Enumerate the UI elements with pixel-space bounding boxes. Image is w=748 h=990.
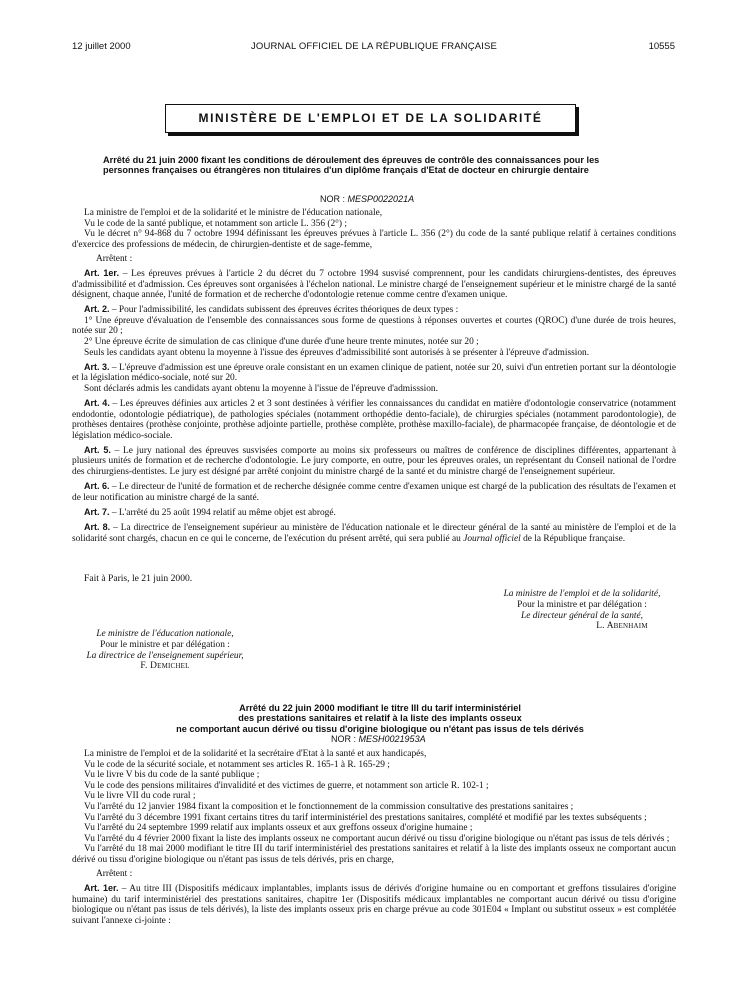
- article-label: Art. 7.: [84, 506, 110, 517]
- article-text: – L'arrêté du 25 août 1994 relatif au même objet est abrogé.: [109, 507, 336, 518]
- decree1-nor-label: NOR :: [320, 194, 346, 204]
- article-item: 1° Une épreuve d'évaluation de l'ensemble des connaissances sous forme de questions à réponses ouvertes et courtes (QROC) d'une durée de trois heures, notée sur 20 ;: [72, 315, 676, 337]
- article: [72, 481, 676, 503]
- article: [72, 507, 676, 519]
- signature-line: Le ministre de l'éducation nationale,: [96, 629, 234, 639]
- preamble-line: Vu l'arrêté du 18 mai 2000 modifiant le titre III du tarif interministériel des prestations sanitaires et relatif à la liste des implants osseux ne comportant aucun dérivé ou tissu d'origine biologique ou n'étant pas issus de tels dérivés, pris en charge,: [72, 844, 676, 865]
- preamble-line: La ministre de l'emploi et de la solidarité et le ministre de l'éducation nationale,: [84, 208, 383, 218]
- decree2-nor-label: NOR :: [331, 734, 357, 744]
- decree1-title: Arrêté du 21 juin 2000 fixant les conditions de déroulement des épreuves de contrôle des connaissances pour les personnes françaises ou étrangères non titulaires d'un diplôme français d'Etat de docteur en chirurgie dentaire: [103, 155, 600, 176]
- signature-name: L. Abenhaim: [596, 621, 648, 632]
- preamble-line: Vu le livre VII du code rural ;: [84, 791, 196, 802]
- arretent-line: Arrêtent :: [96, 253, 133, 264]
- header-journal-title: JOURNAL OFFICIEL DE LA RÉPUBLIQUE FRANÇAISE: [251, 41, 497, 52]
- article: [72, 445, 676, 478]
- article: [72, 522, 676, 544]
- preamble-line: Vu l'arrêté du 12 janvier 1984 fixant la composition et le fonctionnement de la commission consultative des prestations sanitaires ;: [84, 801, 574, 812]
- article-label: Art. 2.: [84, 304, 110, 315]
- preamble-line: Vu le code de la santé publique, et notamment son article L. 356 (2°) ;: [84, 218, 348, 229]
- article-text: – Les épreuves prévues à l'article 2 du décret du 7 octobre 1994 susvisé comprennent, pour les candidats chirurgiens-dentistes, des épreuves d'admissibilité et d'admission. Ces épreuves sont organisées à l'échelon national. Le ministre chargé de l'enseignement supérieur et le ministre chargé de la santé désignent, chaque année, l'unité de formation et de recherche d'odontologie retenue comme centre d'examen unique.: [72, 268, 676, 301]
- signature-line: Le directeur général de la santé,: [520, 610, 644, 621]
- decree2-title-line: des prestations sanitaires et relatif à la liste des implants osseux: [238, 713, 522, 724]
- signature-block: [444, 589, 720, 632]
- decree2-title: [130, 703, 630, 734]
- preamble-line: Vu le livre V bis du code de la santé publique ;: [84, 770, 260, 781]
- article: [72, 304, 676, 316]
- signature-line: La ministre de l'emploi et de la solidarité,: [503, 589, 661, 599]
- article: [72, 883, 676, 926]
- decree1-nor: [320, 194, 414, 204]
- header-date: 12 juillet 2000: [72, 41, 131, 52]
- article-label: Art. 1er.: [84, 267, 119, 278]
- decree1-nor-code: MESP0022021A: [347, 194, 415, 204]
- article-text-italic: Journal officiel: [463, 533, 521, 544]
- article-text-end: de la République française.: [520, 533, 626, 544]
- preamble-line: Vu le code des pensions militaires d'invalidité et des victimes de guerre, et notamment son article R. 102-1 ;: [84, 780, 489, 791]
- preamble-line: Vu l'arrêté du 24 septembre 1999 relatif aux implants osseux et aux greffons osseux d'origine humaine ;: [84, 823, 473, 834]
- signature-line: Pour la ministre et par délégation :: [517, 599, 647, 610]
- signature-block: [40, 629, 290, 672]
- article: [72, 268, 676, 301]
- arretent-line: Arrêtent :: [96, 869, 133, 880]
- header-page-number: 10555: [648, 41, 675, 52]
- decree2-title-line: ne comportant aucun dérivé ou tissu d'origine biologique ou n'étant pas issus de tels dérivés: [176, 723, 584, 734]
- preamble-line: Vu le code de la sécurité sociale, et notamment ses articles R. 165-1 à R. 165-29 ;: [84, 759, 390, 770]
- article-text: – Les épreuves définies aux articles 2 et 3 sont destinées à vérifier les connaissances du candidat en matière d'odontologie conservatrice (notamment endodontie, odontologie pédiatrique), de pathologies spéciales (notamment orthopédie dento-faciale), de chirurgies spéciales (notamment parodontologie), de prothèses dentaires (prothèse conjointe, prothèse adjointe partielle, prothèse complète, prothèse maxillo-faciale), de pharmacopée française, de déontologie et de législation médico-sociale.: [72, 399, 676, 441]
- preamble-line: La ministre de l'emploi et de la solidarité et la secrétaire d'Etat à la santé et aux handicapés,: [84, 749, 427, 759]
- decree1-fait: Fait à Paris, le 21 juin 2000.: [84, 573, 193, 584]
- article-text: – Au titre III (Dispositifs médicaux implantables, implants issus de dérivés d'origine humaine ou en comportant et greffons tissulaires d'origine humaine) du tarif interministériel des prestations sanitaires, chapitre 1er (Dispositifs médicaux implantables ne comportant aucun dérivé ou tissu d'origine biologique ou n'étant pas issus de tels dérivés), la liste des implants osseux pris en charge prévue au code 301E04 « Implant ou substitut osseux » est complétée suivant l'annexe ci-jointe :: [72, 884, 676, 926]
- preamble-line: Vu le décret n° 94-868 du 7 octobre 1994 définissant les épreuves prévues à l'article L. 356 (2°) du code de la santé publique relatif à certaines conditions d'exercice des professions de médecin, de chirurgien-dentiste et de sage-femme,: [72, 229, 676, 250]
- article-label: Art. 1er.: [84, 883, 119, 894]
- preamble-line: Vu l'arrêté du 4 février 2000 fixant la liste des implants osseux ne comportant aucun dérivé ou tissu d'origine biologique ou n'étant pas issus de tels dérivés ;: [84, 833, 670, 844]
- article-item: 2° Une épreuve écrite de simulation de cas clinique d'une durée d'une heure trente minutes, notée sur 20 ;: [84, 337, 479, 348]
- article-label: Art. 4.: [84, 398, 110, 408]
- article-label: Art. 6.: [84, 481, 110, 492]
- decree2-body: [72, 749, 676, 927]
- article-item: Seuls les candidats ayant obtenu la moyenne à l'issue des épreuves d'admissibilité sont autorisés à se présenter à l'épreuve d'admission.: [84, 347, 590, 358]
- preamble-line: Vu l'arrêté du 3 décembre 1991 fixant certains titres du tarif interministériel des prestations sanitaires, complété et modifié par les textes subséquents ;: [84, 812, 647, 823]
- article-label: Art. 3.: [84, 361, 110, 372]
- decree2-nor-code: MESH0021953A: [358, 734, 426, 744]
- decree2-title-line: Arrêté du 22 juin 2000 modifiant le titre III du tarif interministériel: [239, 703, 521, 713]
- article-text: – La directrice de l'enseignement supérieur au ministère de l'éducation nationale et le directeur général de la santé au ministère de l'emploi et de la solidarité sont chargés, chacun en ce qui le concerne, de l'exécution du présent arrêté, qui sera publié au: [72, 522, 676, 544]
- signature-line: La directrice de l'enseignement supérieur,: [86, 650, 244, 661]
- article: [72, 398, 676, 441]
- article: [72, 362, 676, 384]
- article-item: Sont déclarés admis les candidats ayant obtenu la moyenne à l'issue de l'épreuve d'admisssion.: [84, 383, 438, 394]
- ministry-heading: MINISTÈRE DE L'EMPLOI ET DE LA SOLIDARITÉ: [165, 104, 576, 133]
- signature-line: Pour le ministre et par délégation :: [100, 639, 230, 650]
- article-text: – Le directeur de l'unité de formation et de recherche désignée comme centre d'examen unique est chargé de la publication des résultats de l'examen et de leur notification au ministre chargé de la santé.: [72, 482, 676, 503]
- article-text: – Le jury national des épreuves susvisées comporte au moins six professeurs ou maîtres de conférence de disciplines différentes, appartenant à plusieurs unités de formation et de recherche d'odontologie. Le jury comporte, en outre, pour les épreuves orales, un représentant du Conseil national de l'ordre des chirurgiens-dentistes. Le jury est désigné par arrêté conjoint du ministre chargé de la santé et du ministre chargé de l'enseignement supérieur.: [72, 445, 676, 478]
- article-text: – Pour l'admissibilité, les candidats subissent des épreuves écrites théoriques de deux types :: [109, 305, 459, 316]
- decree2-nor: [331, 734, 426, 744]
- article-label: Art. 5.: [84, 444, 111, 455]
- article-text: – L'épreuve d'admission est une épreuve orale consistant en un examen clinique de patient, notée sur 20, suivi d'un entretien portant sur la déontologie et la législation médico-sociale, noté sur 20.: [72, 362, 677, 384]
- signature-name: F. Demichel: [140, 661, 190, 672]
- decree1-body: [72, 208, 676, 544]
- article-label: Art. 8.: [84, 521, 111, 532]
